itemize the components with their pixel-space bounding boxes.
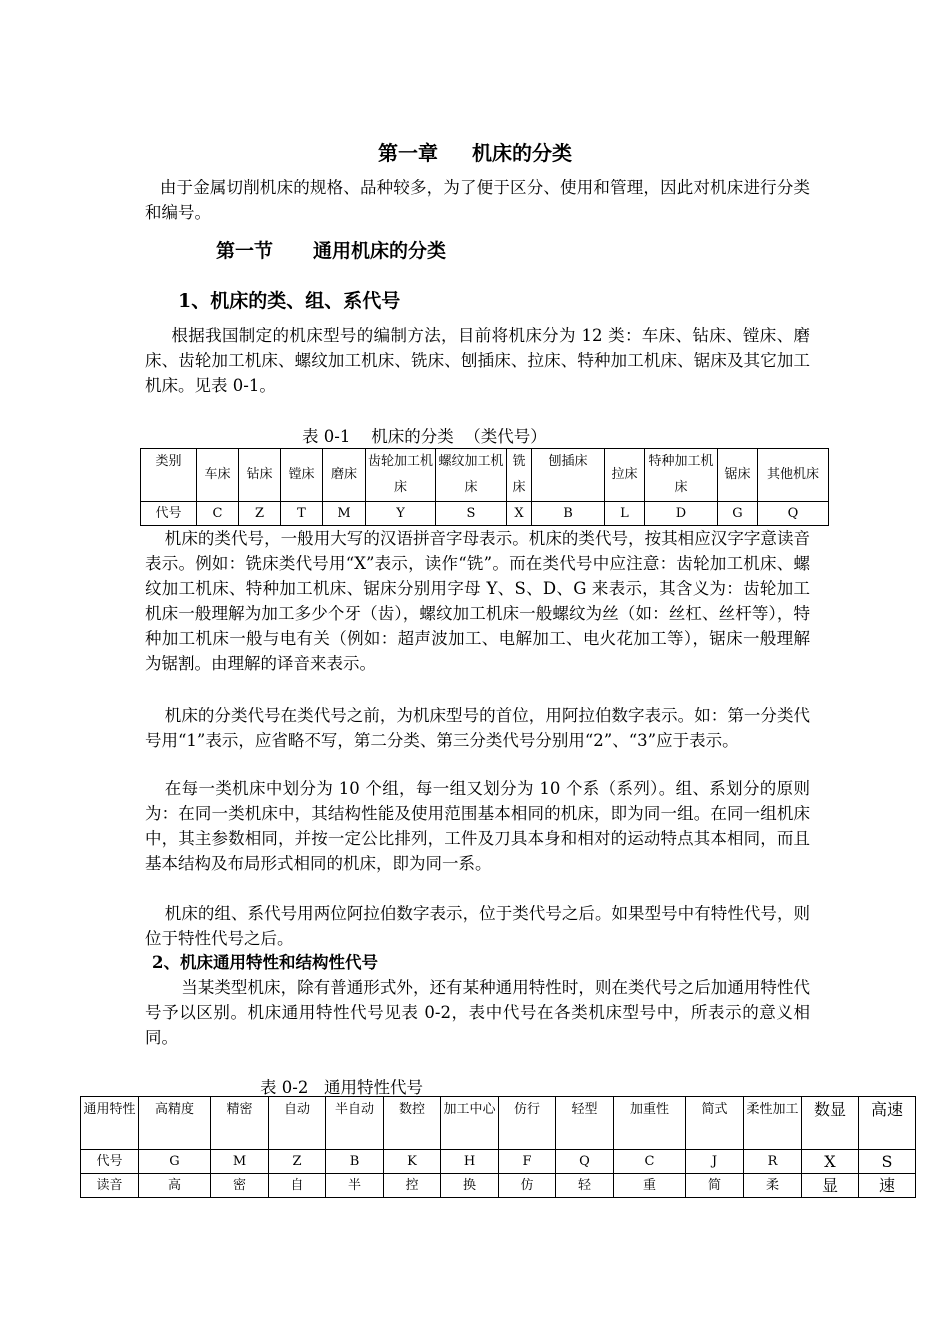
table2-code-cell: C: [614, 1150, 686, 1174]
table2-name-cell: 简式: [686, 1097, 744, 1150]
table2-code-cell: H: [441, 1150, 499, 1174]
table2-code-cell: M: [211, 1150, 269, 1174]
table1-machine-classes: [140, 448, 829, 526]
table1-caption: 表 0-1 机床的分类 （类代号）: [302, 427, 547, 446]
table2-reading-cell: 自: [269, 1174, 326, 1198]
table2-code-cell: B: [326, 1150, 384, 1174]
table1-code-cell: L: [605, 502, 645, 526]
table1-name-cell: 钻床: [239, 449, 281, 502]
table2-code-cell: F: [499, 1150, 556, 1174]
table2-code-cell: J: [686, 1150, 744, 1174]
chapter-title: [0, 137, 950, 166]
table2-reading-cell: 柔: [744, 1174, 802, 1198]
table2-code-cell: R: [744, 1150, 802, 1174]
table2-reading-cell: 换: [441, 1174, 499, 1198]
table1-code-cell: T: [281, 502, 323, 526]
table1-code-cell: G: [718, 502, 758, 526]
table2-reading-row: [81, 1174, 916, 1198]
chapter-name: 机床的分类: [472, 141, 572, 165]
table2-reading-cell: 速: [859, 1174, 916, 1198]
table1-code-cell: Q: [758, 502, 829, 526]
table2-name-cell: 数显: [802, 1097, 859, 1150]
table1-name-cell: 拉床: [605, 449, 645, 502]
subsection-title-1: 1、机床的类、组、系代号: [178, 290, 401, 312]
subsection-title-2: 2、机床通用特性和结构性代号: [152, 953, 378, 972]
table2-code-cell: G: [139, 1150, 211, 1174]
table2-general-features: [80, 1096, 916, 1198]
table2-reading-cell: 高: [139, 1174, 211, 1198]
table2-reading-cell: 轻: [556, 1174, 614, 1198]
paragraph-5: 机床的组、系代号用两位阿拉伯数字表示，位于类代号之后。如果型号中有特性代号，则位于特性代号之后。: [145, 904, 810, 948]
table2-name-cell: 高速: [859, 1097, 916, 1150]
table2-reading-cell: 简: [686, 1174, 744, 1198]
table1-name-cell: 铣床: [507, 449, 532, 502]
table1-code-cell: Z: [239, 502, 281, 526]
table1-code-cell: D: [645, 502, 718, 526]
paragraph-1: 根据我国制定的机床型号的编制方法，目前将机床分为 12 类：车床、钻床、镗床、磨床、齿轮加工机床、螺纹加工机床、铣床、刨插床、拉床、特种加工机床、锯床及其它加工机床。见表 0-1。: [145, 326, 810, 395]
table1-header-row: [141, 449, 829, 502]
table1-code-cell: M: [323, 502, 366, 526]
table2-caption: 表 0-2 通用特性代号: [260, 1078, 424, 1097]
table2-name-cell: 加重性: [614, 1097, 686, 1150]
table2-name-cell: 精密: [211, 1097, 269, 1150]
table2-code-cell: S: [859, 1150, 916, 1174]
table2-code-cell: Z: [269, 1150, 326, 1174]
table2-name-cell: 自动: [269, 1097, 326, 1150]
table1-code-cell: C: [197, 502, 239, 526]
table2-reading-cell: 密: [211, 1174, 269, 1198]
table2-name-cell: 仿行: [499, 1097, 556, 1150]
table2-code-cell: Q: [556, 1150, 614, 1174]
table2-code-cell: X: [802, 1150, 859, 1174]
table1-code-cell: S: [436, 502, 507, 526]
table2-header-label: 通用特性: [81, 1097, 139, 1150]
table1-name-cell: 特种加工机床: [645, 449, 718, 502]
table2-name-cell: 轻型: [556, 1097, 614, 1150]
table2-code-label: 代号: [81, 1150, 139, 1174]
table2-reading-cell: 半: [326, 1174, 384, 1198]
table2-reading-cell: 控: [384, 1174, 441, 1198]
paragraph-4: 在每一类机床中划分为 10 个组，每一组又划分为 10 个系（系列）。组、系划分的原则为：在同一类机床中，其结构性能及使用范围基本相同的机床，即为同一组。在同一组机床中，其主参数相同，并按一定公比排列，工件及刀具本身和相对的运动特点其本相同，而且基本结构及布局形式相同的机床，即为同一系。: [145, 779, 810, 873]
section-number: 第一节: [216, 240, 274, 262]
paragraph-2: 机床的类代号，一般用大写的汉语拼音字母表示。机床的类代号，按其相应汉字字意读音表示。例如：铣床类代号用“X”表示，读作“铣”。而在类代号中应注意：齿轮加工机床、螺纹加工机床、特种加工机床、锯床分别用字母 Y、S、D、G 来表示，其含义为：齿轮加工机床一般理解为加工多少个牙（齿），螺纹加工机床一般螺纹为丝（如：丝杠、丝杆等），特种加工机床一般与电有关（例如：超声波加工、电解加工、电火花加工等），锯床一般理解为锯割。由理解的译音来表示。: [145, 529, 810, 673]
table1-name-cell: 镗床: [281, 449, 323, 502]
chapter-number: 第一章: [378, 141, 438, 165]
table1-header-label: 类别: [141, 449, 197, 502]
table2-name-cell: 半自动: [326, 1097, 384, 1150]
table2-reading-cell: 显: [802, 1174, 859, 1198]
table2-code-row: [81, 1150, 916, 1174]
table1-name-cell: 刨插床: [532, 449, 605, 502]
table1-name-cell: 磨床: [323, 449, 366, 502]
table2-reading-cell: 重: [614, 1174, 686, 1198]
table2-header-row: [81, 1097, 916, 1150]
table1-code-cell: Y: [366, 502, 436, 526]
table2-reading-label: 读音: [81, 1174, 139, 1198]
table1-code-label: 代号: [141, 502, 197, 526]
paragraph-3: 机床的分类代号在类代号之前，为机床型号的首位，用阿拉伯数字表示。如：第一分类代号用“1”表示，应省略不写，第二分类、第三分类代号分别用“2”、“3”应于表示。: [145, 706, 810, 750]
section-name: 通用机床的分类: [313, 240, 447, 262]
table2-name-cell: 加工中心: [441, 1097, 499, 1150]
table1-name-cell: 齿轮加工机床: [366, 449, 436, 502]
table2-reading-cell: 仿: [499, 1174, 556, 1198]
table1-code-cell: B: [532, 502, 605, 526]
table1-code-row: [141, 502, 829, 526]
table1-code-cell: X: [507, 502, 532, 526]
table1-name-cell: 螺纹加工机床: [436, 449, 507, 502]
table1-name-cell: 锯床: [718, 449, 758, 502]
paragraph-6: 当某类型机床，除有普通形式外，还有某种通用特性时，则在类代号之后加通用特性代号予以区别。机床通用特性代号见表 0-2，表中代号在各类机床型号中，所表示的意义相同。: [145, 978, 810, 1047]
intro-paragraph: 由于金属切削机床的规格、品种较多，为了便于区分、使用和管理，因此对机床进行分类和编号。: [145, 178, 810, 222]
section-title: [216, 236, 446, 263]
table2-name-cell: 高精度: [139, 1097, 211, 1150]
table2-name-cell: 数控: [384, 1097, 441, 1150]
table2-name-cell: 柔性加工: [744, 1097, 802, 1150]
table2-code-cell: K: [384, 1150, 441, 1174]
table1-name-cell: 车床: [197, 449, 239, 502]
table1-name-cell: 其他机床: [758, 449, 829, 502]
